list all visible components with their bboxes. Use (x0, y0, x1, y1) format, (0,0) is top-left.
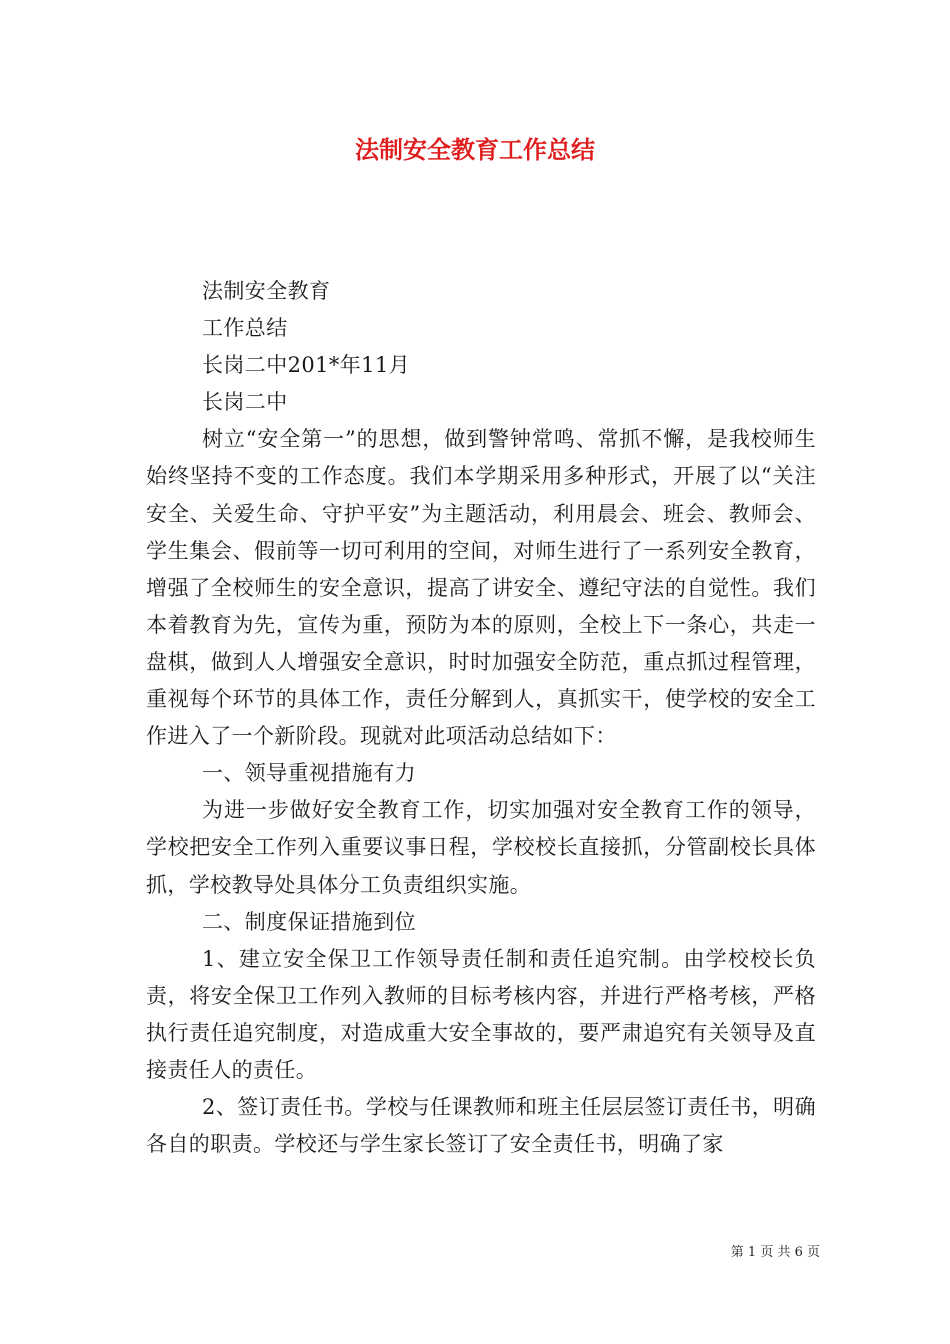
section-heading-2: 二、制度保证措施到位 (202, 909, 416, 934)
document-body (146, 273, 816, 1163)
document-title: 法制安全教育工作总结 (355, 135, 595, 164)
paragraph-school-name: 长岗二中 (202, 390, 288, 415)
paragraph-item-2: 2、签订责任书。学校与任课教师和班主任层层签订责任书，明确各自的职责。学校还与学生家长签订了安全责任书，明确了家 (146, 1095, 816, 1157)
paragraph-section-1: 为进一步做好安全教育工作，切实加强对安全教育工作的领导，学校把安全工作列入重要议事日程，学校校长直接抓，分管副校长具体抓，学校教导处具体分工负责组织实施。 (146, 798, 816, 897)
paragraph-heading-2: 工作总结 (202, 316, 288, 341)
paragraph-date-line: 长岗二中201*年11月 (202, 353, 411, 378)
page-number-footer: 第 1 页 共 6 页 (730, 1245, 820, 1260)
section-heading-1: 一、领导重视措施有力 (202, 761, 416, 786)
paragraph-heading-1: 法制安全教育 (202, 279, 331, 303)
paragraph-intro: 树立“安全第一”的思想，做到警钟常鸣、常抓不懈，是我校师生始终坚持不变的工作态度。我们本学期采用多种形式，开展了以“关注安全、关爱生命、守护平安”为主题活动，利用晨会、班会、教师会、学生集会、假前等一切可利用的空间，对师生进行了一系列安全教育，增强了全校师生的安全意识，提高了讲安全、遵纪守法的自觉性。我们本着教育为先，宣传为重，预防为本的原则，全校上下一条心，共走一盘棋，做到人人增强安全意识，时时加强安全防范，重点抓过程管理，重视每个环节的具体工作，责任分解到人，真抓实干，使学校的安全工作进入了一个新阶段。现就对此项活动总结如下： (146, 427, 816, 749)
paragraph-item-1: 1、建立安全保卫工作领导责任制和责任追究制。由学校校长负责，将安全保卫工作列入教师的目标考核内容，并进行严格考核，严格执行责任追究制度，对造成重大安全事故的，要严肃追究有关领导及直接责任人的责任。 (146, 946, 816, 1082)
